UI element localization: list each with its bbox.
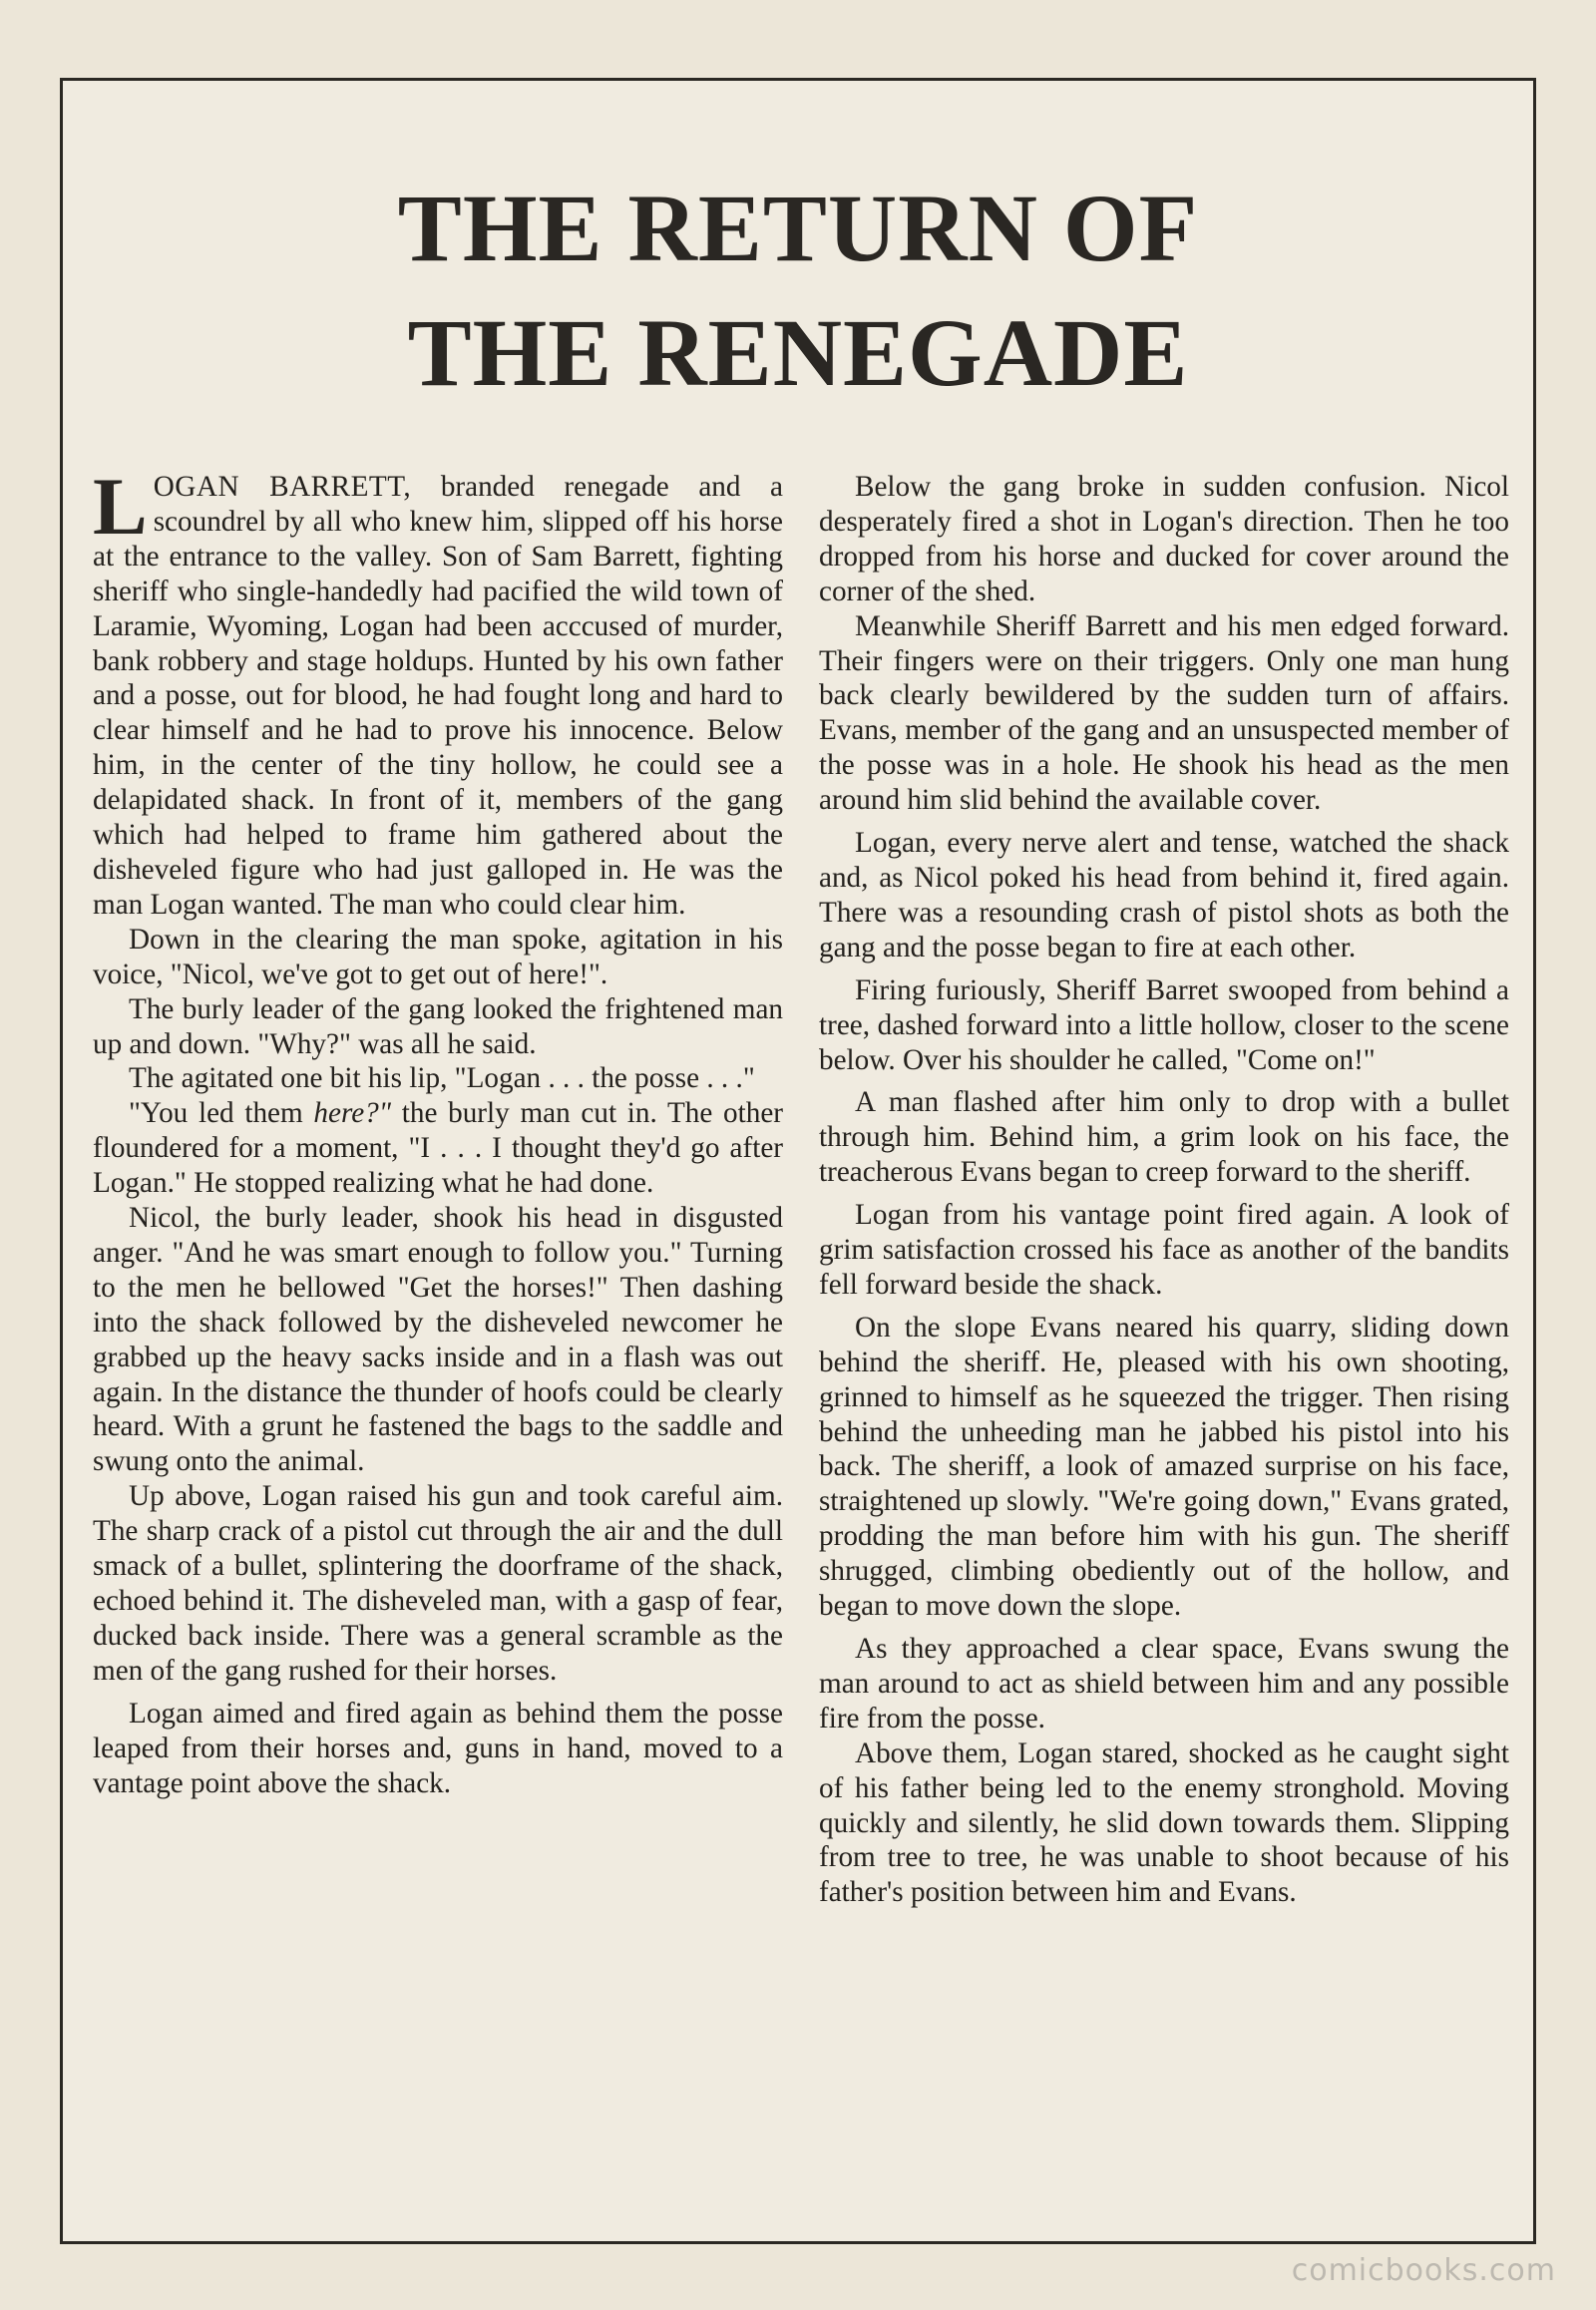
drop-cap: L	[93, 470, 148, 552]
left-column	[93, 470, 783, 2220]
paragraph: Firing furiously, Sheriff Barret swooped from behind a tree, dashed forward into a little hollow, closer to the scene below. Over his shoulder he called, "Come on!"	[819, 973, 1509, 1076]
paragraph	[93, 1096, 783, 1201]
paragraph: Meanwhile Sheriff Barrett and his men edged forward. Their fingers were on their triggers. Only one man hung back clearly bewildered by the sudden turn of affairs. Evans, member of the gang and an unsuspected member of the posse was in a hole. He shook his head as the men around him slid behind the available cover.	[819, 609, 1509, 817]
paragraph-text: the burly man cut in. The other floundered for a moment, "I . . . I thought they'd go after Logan." He stopped realizing what he had done.	[93, 1097, 783, 1200]
paragraph: Above them, Logan stared, shocked as he caught sight of his father being led to the enemy stronghold. Moving quickly and silently, he slid down towards them. Slipping from tree to tree, he was unable to shoot because of his father's position between him and Evans.	[819, 1736, 1509, 1909]
paragraph: The agitated one bit his lip, "Logan . . . the posse . . ."	[129, 1062, 755, 1095]
story-title	[63, 166, 1533, 415]
paragraph-text: "You led them	[129, 1097, 314, 1130]
paragraph: Below the gang broke in sudden confusion. Nicol desperately fired a shot in Logan's direction. Then he too dropped from his horse and ducked for cover around the corner of the shed.	[819, 471, 1509, 607]
title-line-2: THE RENEGADE	[407, 299, 1189, 406]
paragraph: The burly leader of the gang looked the frightened man up and down. "Why?" was all he said.	[93, 992, 783, 1060]
paragraph: Down in the clearing the man spoke, agitation in his voice, "Nicol, we've got to get out of here!".	[93, 923, 783, 990]
page-frame	[60, 78, 1536, 2244]
title-line-1: THE RETURN OF	[397, 175, 1199, 281]
paragraph: As they approached a clear space, Evans swung the man around to act as shield between him and any possible fire from the posse.	[819, 1633, 1509, 1734]
paragraph: A man flashed after him only to drop with a bullet through him. Behind him, a grim look on his face, the treacherous Evans began to creep forward to the sheriff.	[819, 1086, 1509, 1189]
paragraph-text: branded renegade and a scoundrel by all who knew him, slipped off his horse at the entrance to the valley. Son of Sam Barrett, fighting sheriff who single-handedly had pacified the wild town of Laramie, Wyoming, Logan had been acccused of murder, bank robbery and stage holdups. Hunted by his own father and a posse, out for blood, he had fought long and hard to clear himself and he had to prove his innocence. Below him, in the center of the tiny hollow, he could see a delapidated shack. In front of it, members of the gang which had helped to frame him gathered about the disheveled figure who had just galloped in. He was the man Logan wanted. The man who could clear him.	[93, 471, 783, 921]
lead-in: OGAN BARRETT,	[153, 471, 412, 503]
watermark-text: comicbooks.com	[1291, 2253, 1556, 2288]
paragraph: Nicol, the burly leader, shook his head in disgusted anger. "And he was smart enough to follow you." Turning to the men he bellowed "Get the horses!" Then dashing into the shack followed by the disheveled newcomer he grabbed up the heavy sacks inside and in a flash was out again. In the distance the thunder of hoofs could be clearly heard. With a grunt he fastened the bags to the saddle and swung onto the animal.	[93, 1202, 783, 1478]
paragraph	[93, 470, 783, 923]
story-body	[93, 470, 1509, 2220]
right-column	[819, 470, 1509, 2220]
paragraph: Logan, every nerve alert and tense, watched the shack and, as Nicol poked his head from behind it, fired again. There was a resounding crash of pistol shots as both the gang and the posse began to fire at each other.	[819, 827, 1509, 963]
emphasis: here?"	[313, 1097, 392, 1130]
paragraph: On the slope Evans neared his quarry, sliding down behind the sheriff. He, pleased with his own shooting, grinned to himself as he squeezed the trigger. Then rising behind the unheeding man he jabbed his pistol into his back. The sheriff, a look of amazed surprise on his face, straightened up slowly. "We're going down," Evans grated, prodding the man before him with his gun. The sheriff shrugged, climbing obediently out of the hollow, and began to move down the slope.	[819, 1311, 1509, 1623]
paragraph: Up above, Logan raised his gun and took careful aim. The sharp crack of a pistol cut through the air and the dull smack of a bullet, splintering the doorframe of the shack, echoed behind it. The disheveled man, with a gasp of fear, ducked back inside. There was a general scramble as the men of the gang rushed for their horses.	[93, 1480, 783, 1687]
paragraph: Logan from his vantage point fired again. A look of grim satisfaction crossed his face as another of the bandits fell forward beside the shack.	[819, 1199, 1509, 1301]
paragraph: Logan aimed and fired again as behind them the posse leaped from their horses and, guns in hand, moved to a vantage point above the shack.	[93, 1697, 783, 1799]
